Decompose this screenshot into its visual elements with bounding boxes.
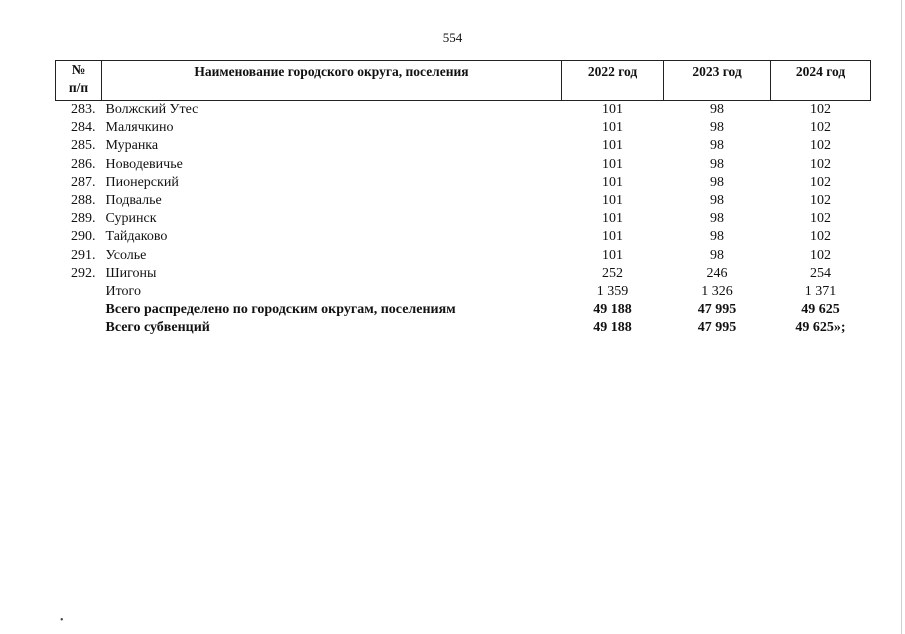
row-value-2023: 246 — [706, 265, 728, 281]
row-value-2023: 98 — [710, 102, 724, 118]
subtotal-row — [56, 283, 871, 301]
row-value-2023: 98 — [710, 174, 724, 190]
scan-mark: • — [60, 615, 64, 626]
row-number: 283. — [71, 102, 96, 118]
header-number-sign: № — [71, 62, 86, 77]
table-row — [56, 101, 871, 120]
row-value-2024: 102 — [810, 156, 831, 172]
row-value-2022: 101 — [602, 247, 623, 263]
header-2023: 2023 год — [664, 61, 771, 101]
row-value-2022: 101 — [602, 174, 623, 190]
total-subventions-row — [56, 319, 871, 337]
row-number: 290. — [71, 229, 96, 245]
table-header — [56, 61, 871, 101]
row-number: 291. — [71, 247, 96, 263]
total-subventions-2022: 49 188 — [593, 320, 632, 336]
row-value-2023: 98 — [710, 229, 724, 245]
row-name: Тайдаково — [105, 229, 168, 245]
total-distributed-number-cell — [56, 301, 102, 319]
row-value-2024: 254 — [810, 265, 831, 281]
row-value-2024: 102 — [810, 120, 831, 136]
row-name: Волжский Утес — [105, 102, 199, 118]
total-subventions-2023: 47 995 — [697, 320, 737, 336]
total-distributed-row — [56, 301, 871, 319]
row-value-2023: 98 — [710, 193, 724, 209]
row-value-2023: 98 — [710, 120, 724, 136]
row-value-2023: 98 — [710, 247, 724, 263]
row-value-2024: 102 — [810, 193, 831, 209]
header-number-abbr: п/п — [68, 80, 89, 95]
table-row — [56, 228, 871, 246]
row-number: 287. — [71, 174, 96, 190]
table-body — [56, 101, 871, 338]
table-row — [56, 119, 871, 137]
subtotal-2022: 1 359 — [596, 283, 629, 299]
table-row — [56, 192, 871, 210]
total-subventions-number-cell — [56, 319, 102, 337]
row-value-2024: 102 — [810, 247, 831, 263]
page-edge-line — [901, 0, 902, 634]
table-row — [56, 137, 871, 155]
row-number: 286. — [71, 156, 96, 172]
table-row — [56, 156, 871, 174]
row-value-2023: 98 — [710, 211, 724, 227]
subsidy-table — [55, 60, 871, 337]
row-name: Суринск — [105, 211, 157, 227]
row-name: Усолье — [105, 247, 147, 263]
table-row — [56, 210, 871, 228]
total-distributed-2022: 49 188 — [593, 302, 632, 318]
row-value-2022: 101 — [602, 211, 623, 227]
row-number: 292. — [71, 265, 96, 281]
row-value-2023: 98 — [710, 156, 724, 172]
row-value-2024: 102 — [810, 102, 831, 118]
row-value-2022: 101 — [602, 156, 623, 172]
table-row — [56, 247, 871, 265]
row-name: Новодевичье — [105, 156, 183, 172]
table-row — [56, 174, 871, 192]
total-distributed-2023: 47 995 — [697, 302, 737, 318]
row-name: Муранка — [105, 138, 159, 154]
subtotal-2024: 1 371 — [804, 283, 837, 299]
row-name: Малячкино — [105, 120, 174, 136]
total-subventions-2024: 49 625»; — [795, 320, 846, 336]
table-row — [56, 265, 871, 283]
row-value-2022: 252 — [602, 265, 623, 281]
page-number: 554 — [442, 30, 463, 45]
row-number: 285. — [71, 138, 96, 154]
row-value-2023: 98 — [710, 138, 724, 154]
total-subventions-label: Всего субвенций — [105, 320, 210, 336]
row-name: Пионерский — [105, 174, 179, 190]
row-value-2024: 102 — [810, 174, 831, 190]
header-row-number — [56, 61, 102, 101]
row-value-2022: 101 — [602, 102, 623, 118]
row-value-2022: 101 — [602, 229, 623, 245]
total-distributed-2024: 49 625 — [801, 302, 840, 318]
subtotal-number-cell — [56, 283, 102, 301]
header-name: Наименование городского округа, поселения — [102, 61, 562, 101]
subsidy-table-container — [55, 60, 870, 337]
row-value-2024: 102 — [810, 229, 831, 245]
row-number: 289. — [71, 211, 96, 227]
row-name: Подвалье — [105, 193, 162, 209]
header-2024: 2024 год — [771, 61, 871, 101]
row-value-2024: 102 — [810, 211, 831, 227]
row-number: 284. — [71, 120, 96, 136]
row-value-2022: 101 — [602, 120, 623, 136]
row-value-2022: 101 — [602, 138, 623, 154]
row-value-2022: 101 — [602, 193, 623, 209]
total-distributed-label: Всего распределено по городским округам, поселениям — [105, 302, 456, 318]
header-2022: 2022 год — [562, 61, 664, 101]
subtotal-label: Итого — [105, 283, 141, 299]
row-number: 288. — [71, 193, 96, 209]
row-name: Шигоны — [105, 265, 157, 281]
row-value-2024: 102 — [810, 138, 831, 154]
subtotal-2023: 1 326 — [701, 283, 733, 299]
